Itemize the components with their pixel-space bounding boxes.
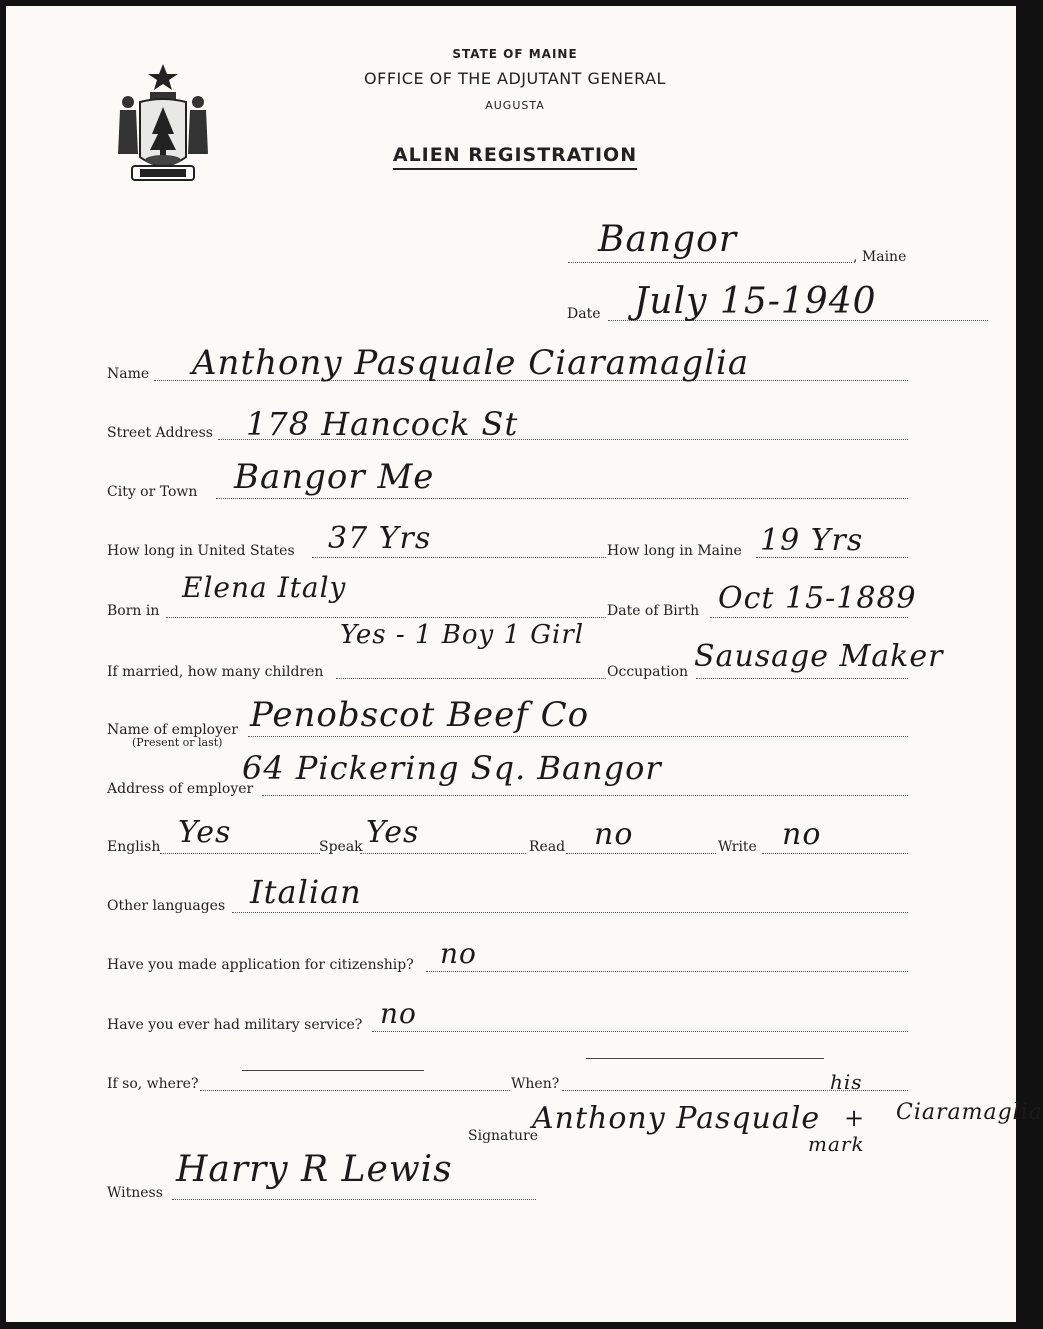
date-of-birth-label: Date of Birth (607, 603, 700, 619)
header-state: STATE OF MAINE (452, 47, 578, 61)
children-value: Yes - 1 Boy 1 Girl (340, 620, 585, 650)
street-address-label: Street Address (107, 425, 213, 441)
children-label: If married, how many children (107, 664, 324, 680)
place-value: Bangor (598, 219, 738, 260)
english-value: Yes (178, 815, 232, 850)
name-label: Name (107, 366, 150, 382)
employer-value: Penobscot Beef Co (250, 695, 590, 735)
write-label: Write (718, 839, 757, 855)
date-of-birth-value: Oct 15-1889 (718, 581, 917, 616)
signature-his: his (830, 1070, 863, 1094)
city-label: City or Town (107, 484, 198, 500)
header-office: OFFICE OF THE ADJUTANT GENERAL (364, 69, 666, 88)
employer-label: Name of employer (107, 722, 238, 738)
header-city: AUGUSTA (485, 99, 545, 112)
read-label: Read (529, 839, 566, 855)
employer-sublabel: (Present or last) (132, 736, 223, 749)
form-title: ALIEN REGISTRATION (10, 144, 1020, 166)
write-value: no (782, 817, 822, 852)
english-label: English (107, 839, 161, 855)
city-value: Bangor Me (234, 457, 435, 497)
read-value: no (594, 817, 634, 852)
place-suffix: , Maine (853, 249, 907, 265)
other-languages-label: Other languages (107, 898, 226, 914)
signature-mark: mark (808, 1132, 865, 1156)
military-value: no (380, 997, 417, 1030)
witness-label: Witness (107, 1185, 163, 1201)
years-in-maine-label: How long in Maine (607, 543, 742, 559)
registration-form (6, 6, 1043, 1322)
signature-label: Signature (468, 1128, 539, 1144)
other-languages-value: Italian (250, 873, 362, 911)
witness-value: Harry R Lewis (176, 1149, 453, 1190)
years-in-maine-value: 19 Yrs (760, 523, 864, 558)
citizenship-label: Have you made application for citizenship? (107, 957, 414, 973)
born-in-value: Elena Italy (182, 571, 347, 604)
signature-value: Anthony Pasquale (532, 1101, 821, 1136)
signature-surname: Ciaramaglia (896, 1100, 1043, 1125)
employer-address-label: Address of employer (107, 781, 254, 797)
date-label: Date (567, 306, 601, 322)
where-label: If so, where? (107, 1076, 199, 1092)
employer-address-value: 64 Pickering Sq. Bangor (242, 749, 662, 787)
signature-cross: + (844, 1104, 866, 1132)
speak-value: Yes (366, 815, 420, 850)
speak-label: Speak (319, 839, 363, 855)
years-in-us-value: 37 Yrs (328, 521, 432, 556)
occupation-value: Sausage Maker (694, 639, 944, 674)
name-value: Anthony Pasquale Ciaramaglia (192, 343, 750, 383)
years-in-us-label: How long in United States (107, 543, 295, 559)
date-value: July 15-1940 (634, 281, 877, 322)
when-label: When? (511, 1076, 560, 1092)
street-address-value: 178 Hancock St (246, 405, 519, 443)
born-in-label: Born in (107, 603, 160, 619)
citizenship-value: no (440, 937, 477, 970)
military-label: Have you ever had military service? (107, 1017, 363, 1033)
occupation-label: Occupation (607, 664, 689, 680)
